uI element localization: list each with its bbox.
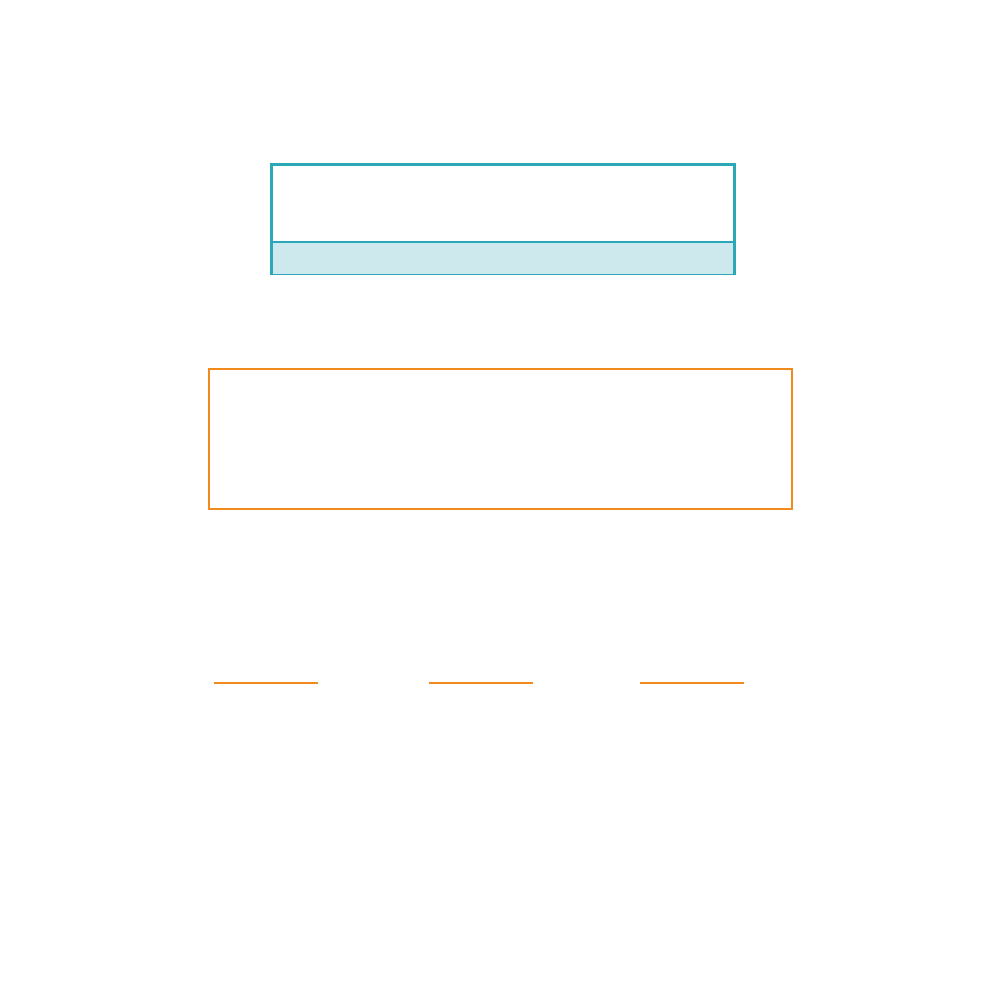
xl-blank[interactable] <box>429 664 533 684</box>
ix-blank[interactable] <box>214 664 318 684</box>
roman-letters-table <box>270 163 736 275</box>
ix-answer[interactable] <box>210 664 318 690</box>
cm-blank[interactable] <box>640 664 744 684</box>
cm-answer[interactable] <box>636 664 744 690</box>
numbers-table <box>208 368 793 510</box>
xl-answer[interactable] <box>425 664 533 690</box>
